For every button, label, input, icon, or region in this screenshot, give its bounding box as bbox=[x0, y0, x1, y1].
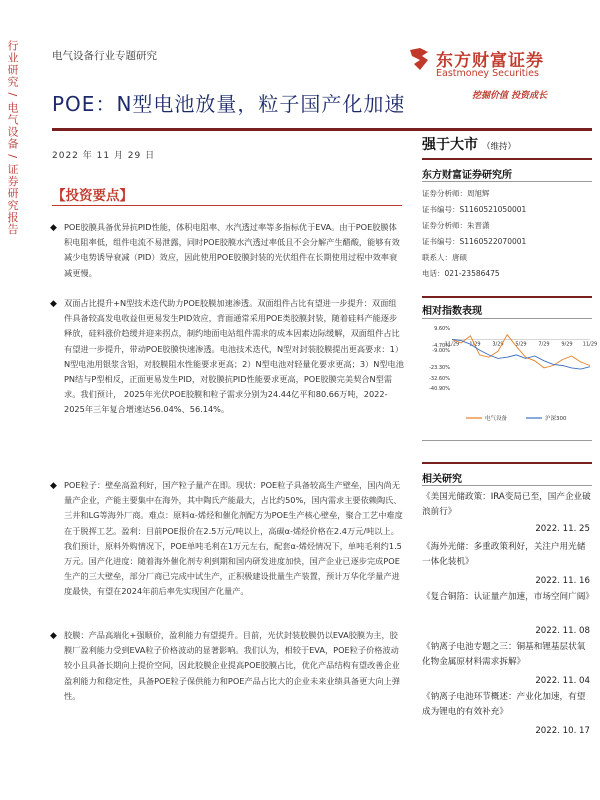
rating-sub: （维持） bbox=[482, 142, 517, 152]
related-rule bbox=[422, 462, 592, 464]
series-line-0 bbox=[452, 335, 590, 368]
y-tick-label: -9.00% bbox=[432, 348, 450, 355]
bullet-icon: ◆ bbox=[50, 299, 57, 309]
analyst-2: 证券分析师：朱晋潇 bbox=[422, 221, 490, 230]
report-date: 2022 年 11 月 29 日 bbox=[52, 151, 156, 161]
related-item-date: 2022. 11. 25 bbox=[535, 524, 590, 534]
related-item-date: 2022. 11. 08 bbox=[535, 626, 590, 636]
institute-rule bbox=[422, 181, 592, 182]
analyst-2-cert: 证书编号：S1160522070001 bbox=[422, 237, 527, 246]
related-item[interactable]: 《海外光储：多重政策利好，关注户用光储一体化装机》 bbox=[422, 542, 586, 567]
brand-name-cn: 东方财富证券 bbox=[436, 51, 544, 71]
invest-paragraph-2: 双面占比提升+N型技术迭代助力POE胶膜加速渗透。双面组件占比有望进一步提升：双面组件具备较高发电收益但更易发生PID效应，背面通常采用POE类胶膜封装，随着硅料产能逐步释放，硅料涨价趋缓并迎来拐点，制约地面电站组件需求的成本因素边际缓解，双面组件占比有望进一步提升，带动POE胶膜快速渗透。电池技术迭代，N型对封装胶膜提出更高要求：1）N型电池用银浆含铝，对胶膜阻水性能要求更高；2）N型电池对轻量化要求更高；3）N型电池PN结与P型相反，正面更易发生PID，对胶膜抗PID性能要求更高，POE胶膜完美契合N型需求。我们预计， 2025年光伏POE胶膜和粒子需求分别为24.44亿平和80.66万吨，2022-2025年三年复合增速达56.04%、56.14%。 bbox=[64, 298, 404, 415]
related-item[interactable]: 《复合铜箔：认证量产加速，市场空间广阔》 bbox=[422, 592, 594, 602]
bullet-icon: ◆ bbox=[50, 481, 57, 491]
x-tick-label: 9/29 bbox=[561, 341, 573, 348]
bullet-icon: ◆ bbox=[50, 223, 57, 233]
x-tick-label: 5/29 bbox=[515, 341, 527, 348]
invest-paragraph-3: POE粒子：壁垒高盈利好，国产粒子量产在即。现状：POE粒子具备较高生产壁垒，国内尚无量产企业，产能主要集中在海外，其中陶氏产能最大，占比约50%，国内需求主要依赖陶氏、三井和LG等海外厂商。难点：原料α-烯烃和催化剂配方为POE生产核心壁垒，聚合工艺中难度在于脱挥工艺。盈利：目前POE报价在2.5万元/吨以上，高碳α-烯烃价格在2.4万元/吨以上。我们预计，原料外购情况下，POE单吨毛利在1万元左右，配套α-烯烃情况下，单吨毛利约1.5万元。国产化进度：随着海外催化剂专利到期和国内研发进度加快，国产企业已逐步完成POE生产的三大壁垒，部分厂商已完成中试生产，正积极建设批量生产装置，预计万华化学量产进度最快，有望在2024年前后率先实现国产化量产。 bbox=[64, 480, 403, 597]
legend-label: 沪深300 bbox=[545, 416, 567, 422]
brand-logo bbox=[396, 44, 596, 104]
brand-name-en: Eastmoney Securities bbox=[436, 68, 539, 79]
institute-name: 东方财富证券研究所 bbox=[422, 170, 512, 181]
related-sub-rule bbox=[422, 485, 592, 486]
y-tick-label: -4.70% bbox=[432, 342, 450, 349]
perf-rule bbox=[422, 296, 592, 298]
x-tick-label: 1/29 bbox=[469, 341, 481, 348]
y-tick-label: 9.60% bbox=[434, 326, 450, 332]
invest-paragraph-1: POE胶膜具备优异抗PID性能，体积电阻率、水汽透过率等多指标优于EVA。由于POE胶膜体积电阻率低，组件电流不易泄露，同时POE胶膜水汽透过率低且不会分解产生醋酸，能够有效减少电势诱导衰减（PID）效应，因此使用POE胶膜封装的光伏组件在长期使用过程中效率衰减更慢。 bbox=[64, 222, 400, 278]
related-title: 相关研究 bbox=[422, 474, 462, 485]
related-item-date: 2022. 11. 16 bbox=[535, 576, 590, 586]
x-tick-label: 3/29 bbox=[492, 341, 504, 348]
brand-slogan: 挖掘价值 投资成长 bbox=[472, 91, 548, 101]
brand-mark-icon bbox=[408, 46, 430, 72]
related-item-date: 2022. 11. 04 bbox=[535, 676, 590, 686]
x-tick-label: 11/29 bbox=[582, 341, 598, 348]
contact-person: 联系人：唐硕 bbox=[422, 253, 467, 262]
perf-sub-rule bbox=[422, 318, 592, 319]
analyst-1: 证券分析师：周旭辉 bbox=[422, 189, 490, 198]
rating-rule bbox=[422, 158, 592, 160]
y-tick-label: -40.90% bbox=[429, 386, 450, 392]
rating-label: 强于大市 bbox=[422, 137, 478, 153]
related-item[interactable]: 《钠离子电池专题之三：铜基和锂基层状氧化物金属原材料需求拆解》 bbox=[422, 642, 586, 667]
invest-box-title: 【投资要点】 bbox=[52, 188, 133, 204]
x-tick-label: 11/29 bbox=[444, 341, 460, 348]
side-vertical-label: 行业研究 / 电气设备 / 证券研究报告 bbox=[6, 40, 19, 236]
y-tick-label: -32.60% bbox=[429, 376, 450, 383]
industry-rating bbox=[422, 134, 516, 154]
legend-label: 电气设备 bbox=[485, 416, 508, 422]
y-tick-label: -23.30% bbox=[429, 365, 450, 372]
invest-box-divider bbox=[52, 205, 402, 206]
perf-title: 相对指数表现 bbox=[422, 306, 482, 317]
page-title: POE：N型电池放量，粒子国产化加速 bbox=[52, 92, 406, 116]
title-rule bbox=[52, 128, 592, 131]
bullet-icon: ◆ bbox=[50, 631, 57, 641]
invest-paragraph-4: 胶膜：产品高端化+强顺价，盈利能力有望提升。目前，光伏封装胶膜仍以EVA胶膜为主，胶膜厂盈利能力受到EVA粒子价格波动的显著影响。我们认为，相较于EVA，POE粒子价格波动较小且具备长期向上提价空间，因此胶膜企业提高POE胶膜占比，优化产品结构有望改善企业盈利能力和稳定性，具备POE粒子保供能力和POE产品占比大的企业未来业绩具备更大向上弹性。 bbox=[64, 630, 401, 701]
related-item-date: 2022. 10. 17 bbox=[535, 726, 590, 736]
analyst-1-cert: 证书编号：S1160521050001 bbox=[422, 205, 527, 214]
related-item[interactable]: 《美国光储政策：IRA变局已至，国产企业破浪前行》 bbox=[422, 492, 591, 517]
contact-phone: 电话：021-23586475 bbox=[422, 269, 500, 278]
x-tick-label: 7/29 bbox=[538, 341, 550, 348]
chart-bottom-rule bbox=[422, 440, 592, 441]
related-item[interactable]: 《钠离子电池环节概述：产业化加速，有望成为锂电的有效补充》 bbox=[422, 692, 586, 717]
report-category: 电气设备行业专题研究 bbox=[52, 50, 157, 62]
relative-performance-chart bbox=[422, 322, 598, 432]
